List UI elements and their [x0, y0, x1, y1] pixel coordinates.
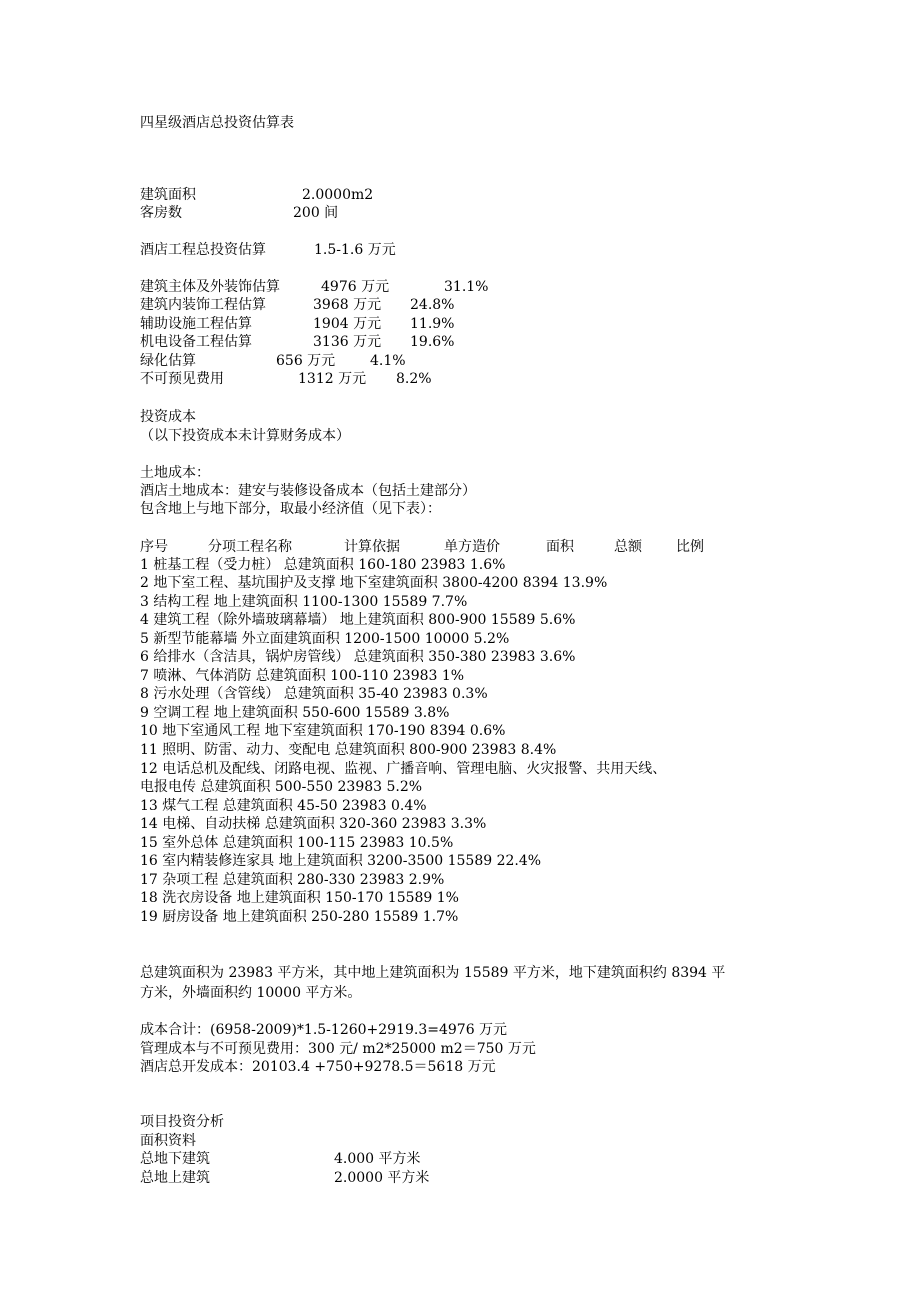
breakdown-pct: 4.1% [370, 353, 406, 369]
table-row: 7 喷淋、气体消防 总建筑面积 100-110 23983 1% [140, 668, 465, 684]
table-row-continued: 电报电传 总建筑面积 500-550 23983 5.2% [140, 779, 423, 795]
table-row: 19 厨房设备 地上建筑面积 250-280 15589 1.7% [140, 909, 459, 925]
table-row: 17 杂项工程 总建筑面积 280-330 23983 2.9% [140, 872, 445, 888]
breakdown-label: 绿化估算 [140, 353, 196, 369]
summary-line-2: 方米，外墙面积约 10000 平方米。 [140, 985, 362, 1001]
table-row: 18 洗衣房设备 地上建筑面积 150-170 15589 1% [140, 890, 459, 906]
table-row: 3 结构工程 地上建筑面积 1100-1300 15589 7.7% [140, 594, 468, 610]
breakdown-amount: 4976 万元 [321, 279, 390, 295]
table-row: 15 室外总体 总建筑面积 100-115 23983 10.5% [140, 835, 454, 851]
breakdown-pct: 8.2% [396, 371, 432, 387]
land-line-1: 酒店土地成本：建安与装修设备成本（包括土建部分） [140, 483, 476, 499]
breakdown-label: 建筑主体及外装饰估算 [140, 279, 280, 295]
cost-total-line: 成本合计：(6958-2009)*1.5-1260+2919.3=4976 万元 [140, 1022, 508, 1038]
analysis-heading: 项目投资分析 [140, 1114, 224, 1130]
header-area: 面积 [546, 539, 574, 555]
header-item-name: 分项工程名称 [208, 539, 292, 555]
total-estimate-value: 1.5-1.6 万元 [314, 242, 396, 258]
table-row: 8 污水处理（含管线） 总建筑面积 35-40 23983 0.3% [140, 686, 488, 702]
rooms-value: 200 间 [293, 205, 339, 221]
table-row: 9 空调工程 地上建筑面积 550-600 15589 3.8% [140, 705, 450, 721]
rooms-label: 客房数 [140, 205, 182, 221]
management-cost-line: 管理成本与不可预见费用：300 元/ m2*25000 m2＝750 万元 [140, 1041, 536, 1057]
breakdown-amount: 656 万元 [276, 353, 336, 369]
breakdown-pct: 31.1% [444, 279, 489, 295]
header-ratio: 比例 [676, 539, 704, 555]
breakdown-amount: 1312 万元 [298, 371, 367, 387]
header-total: 总额 [614, 539, 642, 555]
breakdown-label: 辅助设施工程估算 [140, 316, 252, 332]
header-seq: 序号 [140, 539, 168, 555]
table-row: 5 新型节能幕墙 外立面建筑面积 1200-1500 10000 5.2% [140, 631, 510, 647]
aboveground-area-label: 总地上建筑 [140, 1170, 210, 1186]
land-heading: 土地成本： [140, 465, 210, 481]
aboveground-area-value: 2.0000 平方米 [334, 1170, 430, 1186]
table-row: 2 地下室工程、基坑围护及支撑 地下室建筑面积 3800-4200 8394 13.9% [140, 575, 608, 591]
investment-note: （以下投资成本未计算财务成本） [140, 428, 350, 444]
breakdown-label: 建筑内装饰工程估算 [140, 297, 266, 313]
document-title: 四星级酒店总投资估算表 [140, 115, 294, 131]
land-line-2: 包含地上与地下部分，取最小经济值（见下表）： [140, 501, 441, 517]
breakdown-amount: 3136 万元 [313, 334, 382, 350]
breakdown-pct: 19.6% [410, 334, 455, 350]
breakdown-pct: 24.8% [410, 297, 455, 313]
area-value: 2.0000m2 [302, 187, 374, 203]
total-estimate-label: 酒店工程总投资估算 [140, 242, 266, 258]
area-label: 建筑面积 [140, 187, 196, 203]
table-row: 14 电梯、自动扶梯 总建筑面积 320-360 23983 3.3% [140, 816, 487, 832]
table-row: 16 室内精装修连家具 地上建筑面积 3200-3500 15589 22.4% [140, 853, 542, 869]
underground-area-label: 总地下建筑 [140, 1151, 210, 1167]
analysis-subheading: 面积资料 [140, 1133, 196, 1149]
summary-line-1: 总建筑面积为 23983 平方米，其中地上建筑面积为 15589 平方米，地下建筑面积约 8394 平 [140, 965, 726, 981]
header-basis: 计算依据 [344, 539, 400, 555]
table-row: 10 地下室通风工程 地下室建筑面积 170-190 8394 0.6% [140, 723, 506, 739]
investment-heading: 投资成本 [140, 409, 196, 425]
table-row: 13 煤气工程 总建筑面积 45-50 23983 0.4% [140, 798, 427, 814]
breakdown-pct: 11.9% [410, 316, 455, 332]
header-unit-price: 单方造价 [444, 539, 500, 555]
breakdown-label: 不可预见费用 [140, 371, 224, 387]
underground-area-value: 4.000 平方米 [334, 1151, 421, 1167]
breakdown-label: 机电设备工程估算 [140, 334, 252, 350]
development-cost-line: 酒店总开发成本：20103.4 +750+9278.5＝5618 万元 [140, 1059, 496, 1075]
table-row: 12 电话总机及配线、闭路电视、监视、广播音响、管理电脑、火灾报警、共用天线、 [140, 761, 667, 777]
table-row: 1 桩基工程（受力桩） 总建筑面积 160-180 23983 1.6% [140, 557, 506, 573]
table-row: 11 照明、防雷、动力、变配电 总建筑面积 800-900 23983 8.4% [140, 742, 557, 758]
breakdown-amount: 1904 万元 [313, 316, 382, 332]
table-row: 6 给排水（含洁具，锅炉房管线） 总建筑面积 350-380 23983 3.6% [140, 649, 576, 665]
breakdown-amount: 3968 万元 [313, 297, 382, 313]
table-row: 4 建筑工程（除外墙玻璃幕墙） 地上建筑面积 800-900 15589 5.6% [140, 612, 576, 628]
